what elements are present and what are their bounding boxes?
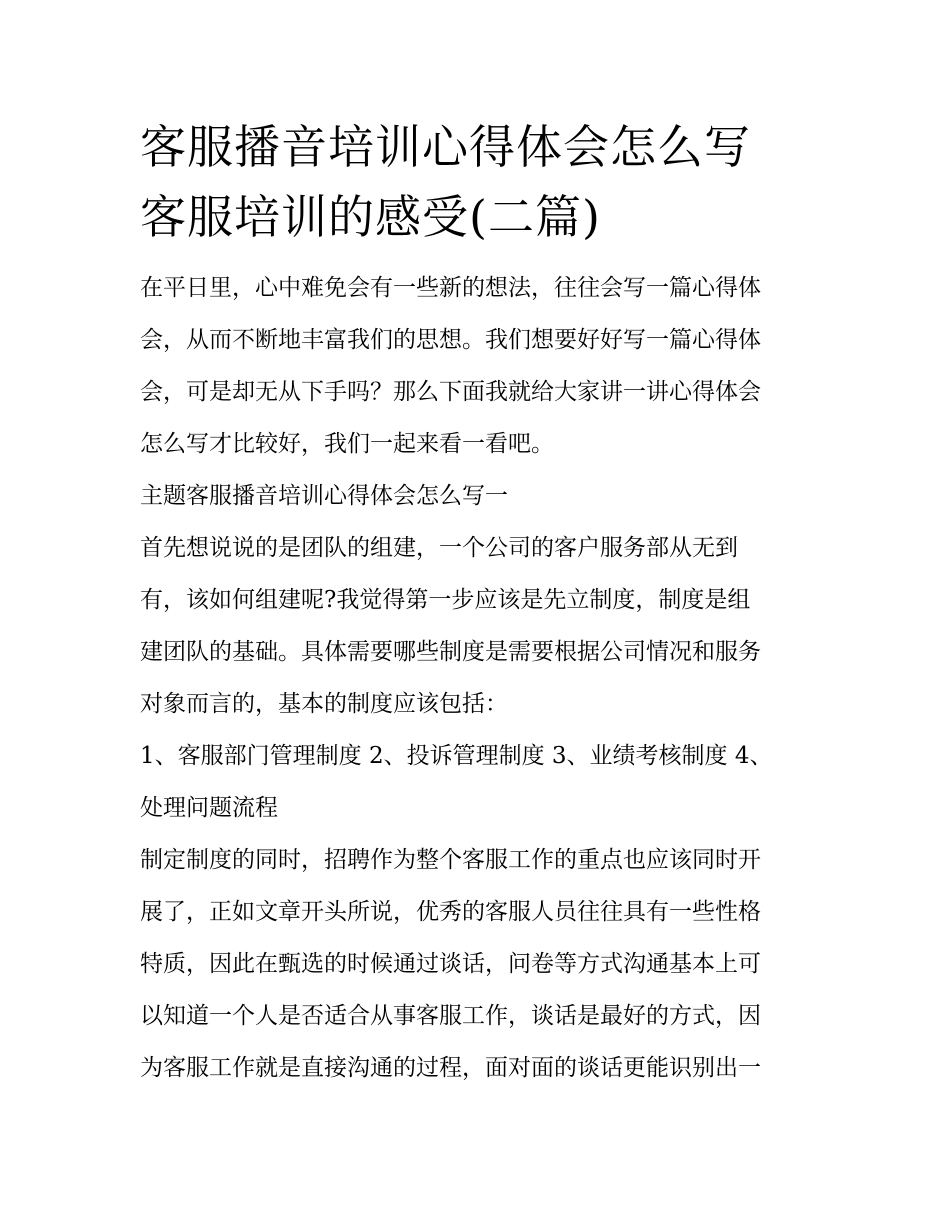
body-line: 会，从而不断地丰富我们的思想。我们想要好好写一篇心得体 — [140, 327, 761, 353]
body-line: 为客服工作就是直接沟通的过程，面对面的谈话更能识别出一 — [140, 1055, 761, 1081]
body-line: 首先想说说的是团队的组建，一个公司的客户服务部从无到 — [140, 535, 738, 561]
list-line: 处理问题流程 — [140, 795, 278, 821]
section-heading: 主题客服播音培训心得体会怎么写一 — [140, 483, 508, 509]
body-line: 在平日里，心中难免会有一些新的想法，往往会写一篇心得体 — [140, 275, 761, 301]
document-body — [140, 262, 820, 1094]
body-line: 特质，因此在甄选的时候通过谈话，问卷等方式沟通基本上可 — [140, 951, 761, 977]
body-line: 制定制度的同时，招聘作为整个客服工作的重点也应该同时开 — [140, 847, 761, 873]
body-line: 展了，正如文章开头所说，优秀的客服人员往往具有一些性格 — [140, 899, 761, 925]
body-line: 怎么写才比较好，我们一起来看一看吧。 — [140, 431, 554, 457]
title-line: 客服播音培训心得体会怎么写 — [140, 120, 751, 174]
list-line: 1、客服部门管理制度 2、投诉管理制度 3、业绩考核制度 4、 — [140, 743, 773, 769]
body-line: 对象而言的，基本的制度应该包括： — [140, 691, 508, 717]
body-line: 建团队的基础。具体需要哪些制度是需要根据公司情况和服务 — [140, 639, 761, 665]
title-line: 客服培训的感受(二篇) — [140, 190, 601, 244]
body-line: 有，该如何组建呢?我觉得第一步应该是先立制度，制度是组 — [140, 587, 751, 613]
document-page — [140, 112, 820, 1094]
body-line: 会，可是却无从下手吗？那么下面我就给大家讲一讲心得体会 — [140, 379, 761, 405]
body-line: 以知道一个人是否适合从事客服工作，谈话是最好的方式，因 — [140, 1003, 761, 1029]
document-title — [140, 112, 820, 252]
